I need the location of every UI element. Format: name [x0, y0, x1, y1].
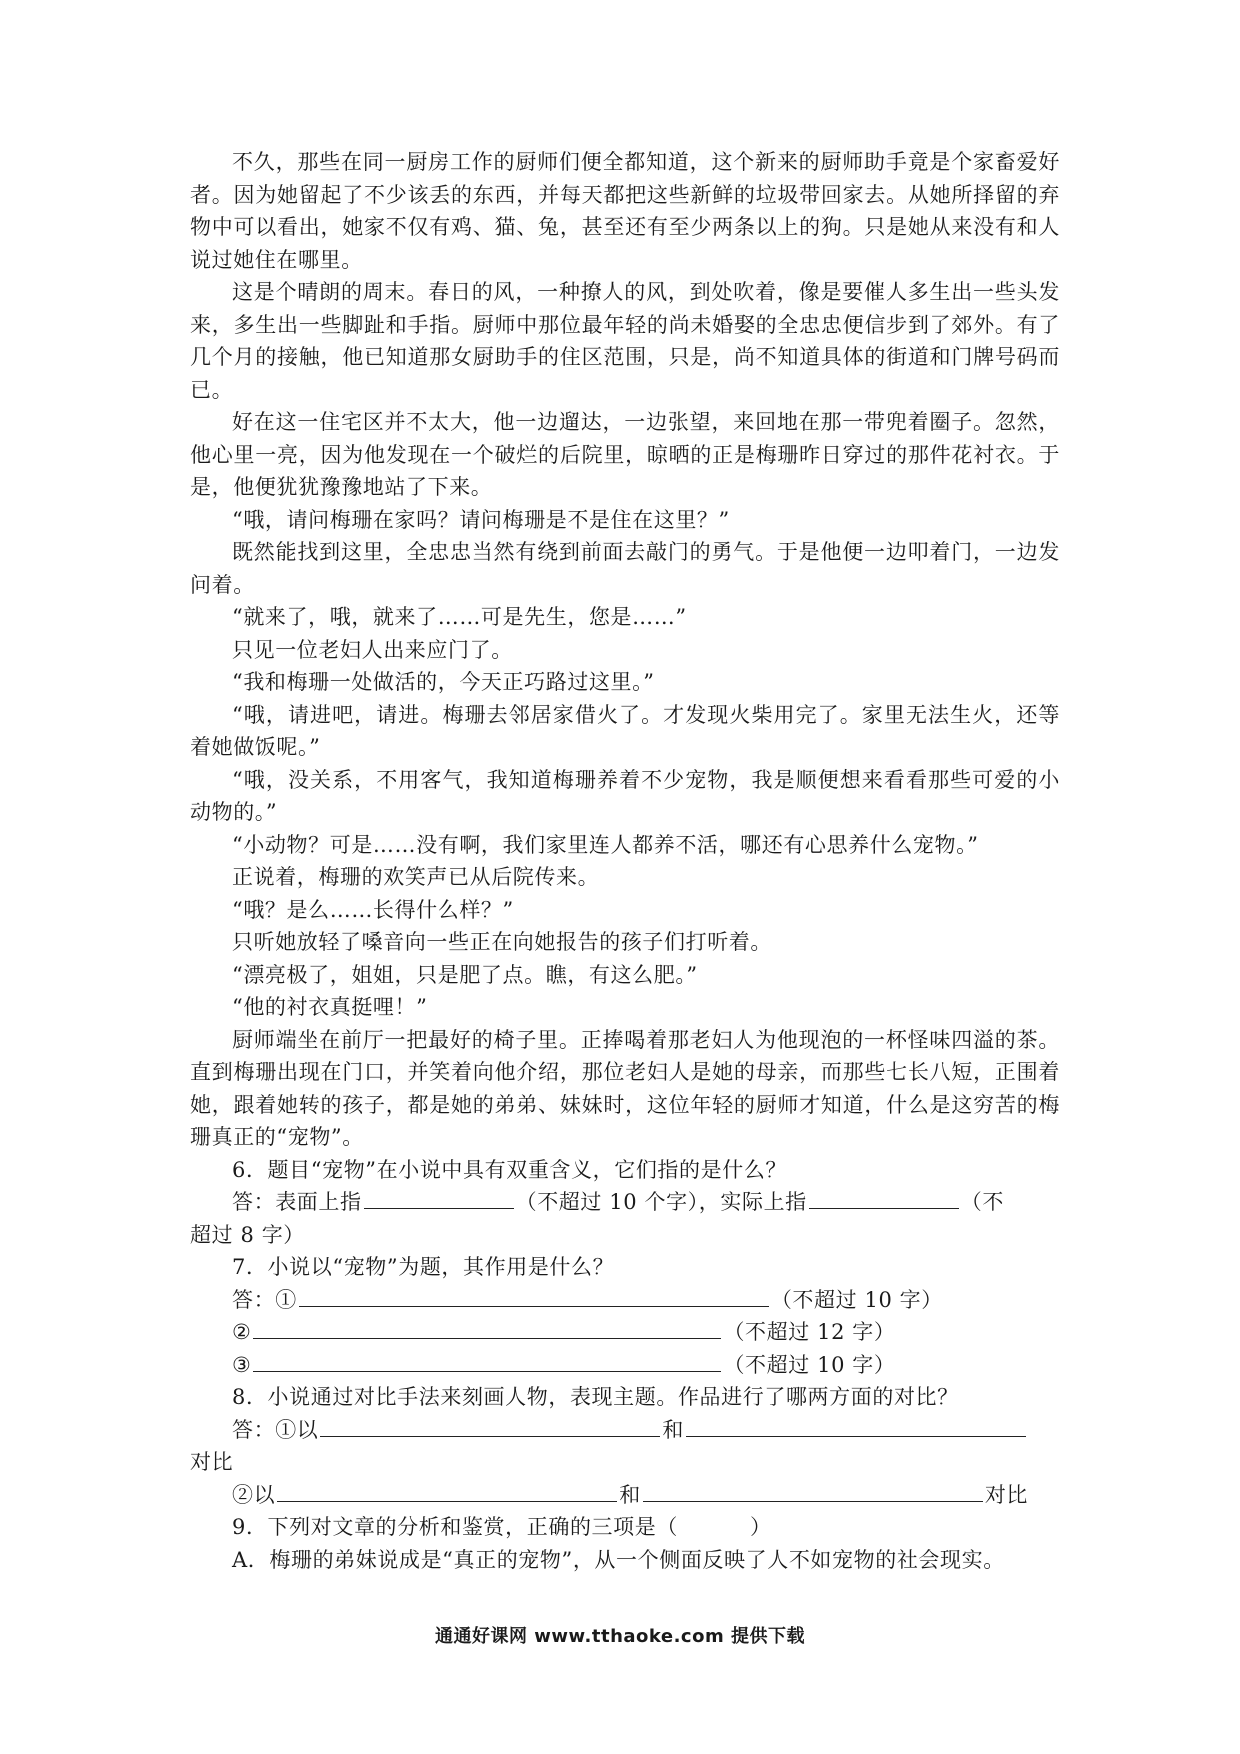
question-6: 6．题目“宠物”在小说中具有双重含义，它们指的是什么？	[232, 1157, 788, 1182]
answer-prefix: 答：①以	[232, 1417, 319, 1442]
paragraph: “哦，没关系，不用客气，我知道梅珊养着不少宠物，我是顺便想来看看那些可爱的小动物的。”	[190, 767, 1060, 824]
question-7-answer-3	[190, 1349, 1060, 1382]
option-a: A．梅珊的弟妹说成是“真正的宠物”，从一个侧面反映了人不如宠物的社会现实。	[232, 1547, 1005, 1572]
question-7-answer-2	[190, 1316, 1060, 1349]
paragraph: 不久，那些在同一厨房工作的厨师们便全都知道，这个新来的厨师助手竟是个家畜爱好者。因为她留起了不少该丢的东西，并每天都把这些新鲜的垃圾带回家去。从她所择留的弃物中可以看出，她家不仅有鸡、猫、兔，甚至还有至少两条以上的狗。只是她从来没有和人说过她住在哪里。	[190, 150, 1060, 272]
answer-prefix: 答：表面上指	[232, 1190, 362, 1214]
answer-blank[interactable]	[299, 1286, 769, 1307]
paragraph: “他的衬衣真挺哩！”	[232, 995, 428, 1019]
paragraph: 只听她放轻了嗓音向一些正在向她报告的孩子们打听着。	[232, 930, 772, 954]
paragraph: 这是个晴朗的周末。春日的风，一种撩人的风，到处吹着，像是要催人多生出一些头发来，多生出一些脚趾和手指。厨师中那位最年轻的尚未婚娶的全忠忠便信步到了郊外。有了几个月的接触，他已知道那女厨助手的住区范围，只是，尚不知道具体的街道和门牌号码而已。	[190, 280, 1060, 402]
answer-blank[interactable]	[277, 1481, 617, 1502]
answer-prefix: ③	[232, 1352, 252, 1377]
question-6-answer	[190, 1186, 1060, 1219]
answer-end: 对比	[984, 1482, 1029, 1507]
answer-blank[interactable]	[643, 1481, 983, 1502]
question-8-answer-1-end: 对比	[190, 1450, 234, 1474]
paragraph: “哦，请问梅珊在家吗？请问梅珊是不是住在这里？”	[232, 507, 730, 532]
answer-blank[interactable]	[253, 1351, 721, 1372]
answer-connector: 和	[619, 1482, 641, 1507]
answer-note: （不超过 10 字）	[770, 1287, 943, 1312]
paragraph: “就来了，哦，就来了……可是先生，您是……”	[232, 605, 687, 629]
answer-connector: 和	[662, 1417, 685, 1442]
question-9-text: 9．下列对文章的分析和鉴赏，正确的三项是（	[232, 1515, 678, 1539]
footer-credit: 通通好课网 www.tthaoke.com 提供下载	[435, 1626, 805, 1647]
question-7: 7．小说以“宠物”为题，其作用是什么？	[232, 1255, 615, 1279]
answer-blank[interactable]	[364, 1188, 514, 1209]
paragraph: 只见一位老妇人出来应门了。	[232, 637, 513, 662]
answer-note: （不超过 10 字）	[723, 1352, 896, 1377]
question-8-answer-2	[190, 1479, 1060, 1512]
answer-blank[interactable]	[253, 1318, 721, 1339]
question-8-answer-1	[190, 1414, 1060, 1447]
question-9	[190, 1511, 1060, 1544]
answer-prefix: ②	[232, 1320, 252, 1344]
answer-blank[interactable]	[686, 1416, 1026, 1437]
paragraph: 正说着，梅珊的欢笑声已从后院传来。	[232, 865, 600, 889]
question-9-close: ）	[749, 1515, 772, 1539]
answer-prefix: 答：①	[232, 1287, 297, 1312]
paragraph: “哦？是么……长得什么样？”	[232, 897, 514, 922]
answer-note: （不	[960, 1190, 1004, 1214]
paragraph: “小动物？可是……没有啊，我们家里连人都养不活，哪还有心思养什么宠物。”	[232, 832, 979, 857]
paragraph: “漂亮极了，姐姐，只是肥了点。瞧，有这么肥。”	[232, 962, 698, 987]
answer-note: （不超过 10 个字），实际上指	[515, 1190, 807, 1214]
question-7-answer-1	[190, 1284, 1060, 1317]
answer-note: （不超过 12 字）	[723, 1320, 896, 1344]
paragraph: “我和梅珊一处做活的，今天正巧路过这里。”	[232, 670, 655, 694]
paragraph: 既然能找到这里，全忠忠当然有绕到前面去敲门的勇气。于是他便一边叩着门，一边发问着。	[190, 540, 1060, 597]
question-8: 8．小说通过对比手法来刻画人物，表现主题。作品进行了哪两方面的对比？	[232, 1385, 959, 1409]
question-6-answer-cont: 超过 8 字）	[190, 1222, 305, 1247]
article-body	[190, 146, 1060, 1576]
answer-blank[interactable]	[809, 1188, 959, 1209]
paragraph: 厨师端坐在前厅一把最好的椅子里。正捧喝着那老妇人为他现泡的一杯怪味四溢的茶。直到梅珊出现在门口，并笑着向他介绍，那位老妇人是她的母亲，而那些七长八短，正围着她，跟着她转的孩子，都是她的弟弟、妹妹时，这位年轻的厨师才知道，什么是这穷苦的梅珊真正的“宠物”。	[190, 1027, 1060, 1149]
answer-blank[interactable]	[320, 1416, 660, 1437]
answer-prefix: ②以	[232, 1482, 276, 1507]
paragraph: 好在这一住宅区并不太大，他一边遛达，一边张望，来回地在那一带兜着圈子。忽然，他心里一亮，因为他发现在一个破烂的后院里，晾晒的正是梅珊昨日穿过的那件花衬衣。于是，他便犹犹豫豫地站了下来。	[190, 410, 1060, 499]
paragraph: “哦，请进吧，请进。梅珊去邻居家借火了。才发现火柴用完了。家里无法生火，还等着她做饭呢。”	[190, 702, 1060, 759]
